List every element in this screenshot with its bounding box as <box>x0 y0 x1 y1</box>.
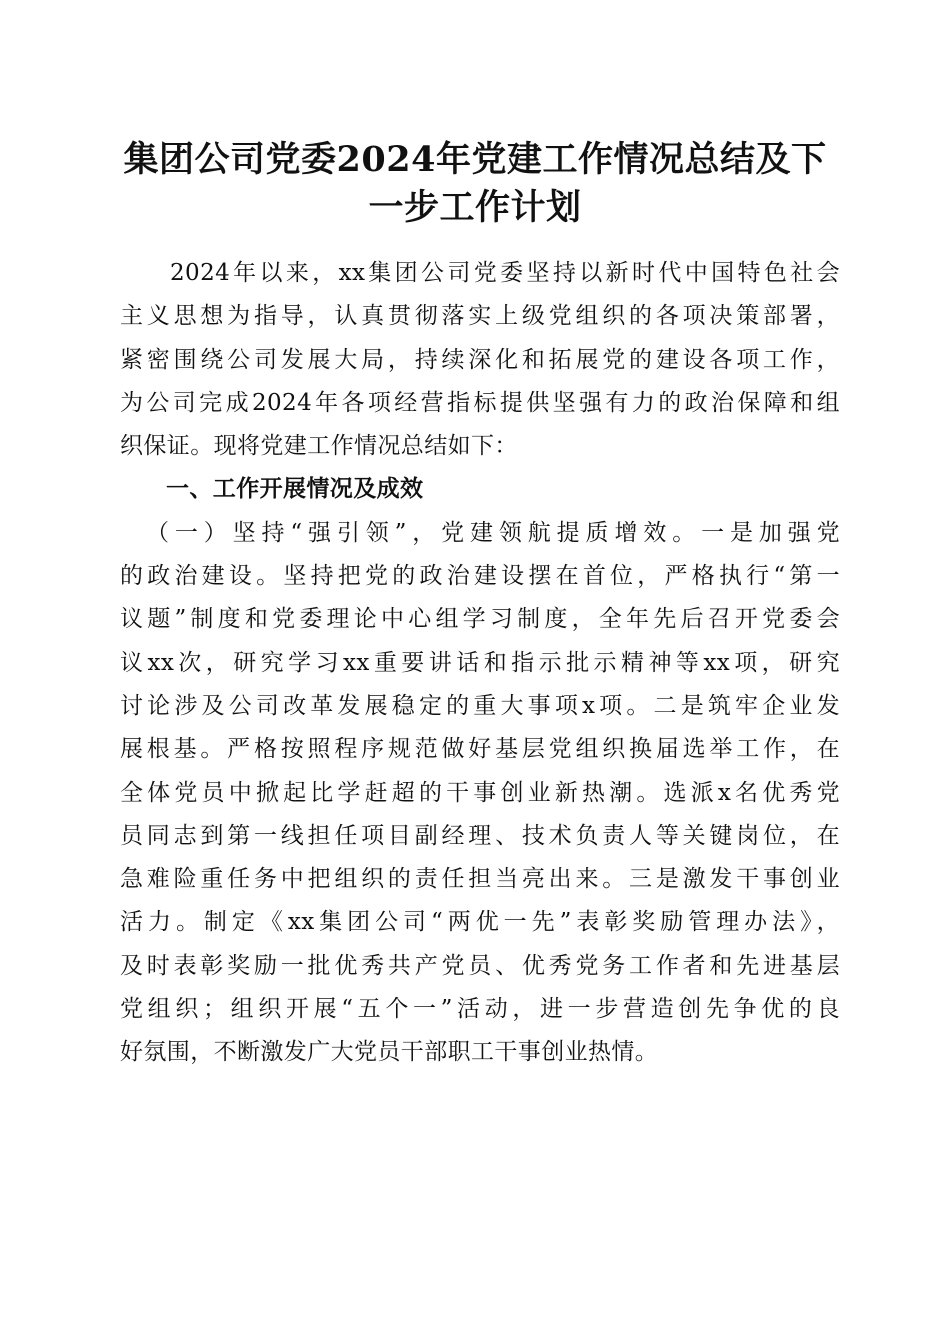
document-body <box>120 252 840 1075</box>
paragraph-line: 议题”制度和党委理论中心组学习制度，全年先后召开党委会 <box>120 606 840 633</box>
paragraph-line: 为公司完成2024年各项经营指标提供坚强有力的政治保障和组 <box>120 389 840 416</box>
intro-paragraph <box>120 252 840 468</box>
paragraph-line: 展根基。严格按照程序规范做好基层党组织换届选举工作，在 <box>120 736 840 763</box>
paragraph-line: 好氛围，不断激发广大党员干部职工干事创业热情。 <box>120 1039 659 1066</box>
paragraph-line: 议xx次，研究学习xx重要讲话和指示批示精神等xx项，研究 <box>120 649 840 676</box>
paragraph-line: 织保证。现将党建工作情况总结如下： <box>120 433 518 460</box>
paragraph-line: 全体党员中掀起比学赶超的干事创业新热潮。选派x名优秀党 <box>120 779 840 806</box>
paragraph-line: 主义思想为指导，认真贯彻落实上级党组织的各项决策部署， <box>120 303 840 330</box>
section-paragraph <box>120 512 840 1075</box>
title-line-1: 集团公司党委2024年党建工作情况总结及下 <box>123 139 827 180</box>
title-line-2: 一步工作计划 <box>368 187 582 228</box>
paragraph-line: 及时表彰奖励一批优秀共产党员、优秀党务工作者和先进基层 <box>120 952 840 979</box>
paragraph-line: 党组织；组织开展“五个一”活动，进一步营造创先争优的良 <box>120 996 840 1023</box>
paragraph-line: 的政治建设。坚持把党的政治建设摆在首位，严格执行“第一 <box>120 563 840 590</box>
paragraph-line: 2024年以来，xx集团公司党委坚持以新时代中国特色社会 <box>170 260 840 286</box>
paragraph-line: 讨论涉及公司改革发展稳定的重大事项x项。二是筑牢企业发 <box>120 692 840 719</box>
section-heading: 一、工作开展情况及成效 <box>166 476 424 503</box>
paragraph-line: 急难险重任务中把组织的责任担当亮出来。三是激发干事创业 <box>120 866 840 893</box>
document-title <box>100 136 850 232</box>
paragraph-line: 紧密围绕公司发展大局，持续深化和拓展党的建设各项工作， <box>120 346 840 373</box>
paragraph-line: 员同志到第一线担任项目副经理、技术负责人等关键岗位，在 <box>120 822 840 849</box>
paragraph-line: 活力。制定《xx集团公司“两优一先”表彰奖励管理办法》， <box>120 909 840 936</box>
paragraph-line: （一）坚持“强引领”，党建领航提质增效。一是加强党 <box>146 519 840 546</box>
